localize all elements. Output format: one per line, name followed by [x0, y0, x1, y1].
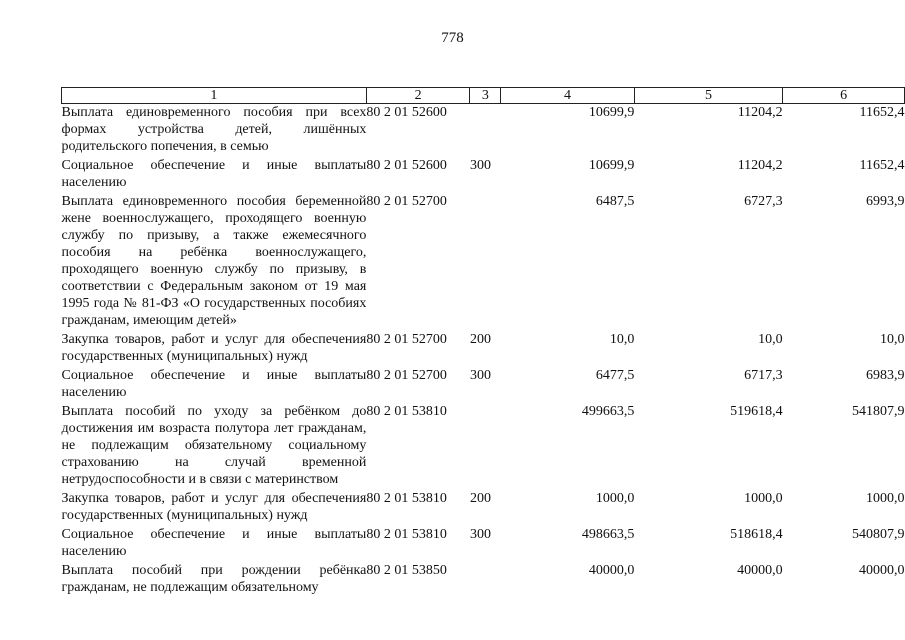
row-value-4: 498663,5: [581, 527, 635, 542]
row-value-4: 499663,5: [581, 404, 635, 419]
row-value-4: 40000,0: [588, 563, 635, 578]
table-body: [62, 104, 905, 599]
row-value-6: 10,0: [880, 332, 905, 347]
row-code: 80 2 01 52700: [366, 332, 447, 347]
row-expense-type: [470, 193, 501, 331]
row-expense-type: 300: [469, 158, 491, 173]
row-expense-type: 200: [469, 491, 491, 506]
row-name: Выплата единовременного пособия при всех формах устройства детей, лишённых родительского попечения, в семью: [61, 105, 367, 154]
table-row: [62, 367, 905, 403]
row-value-5: 11204,2: [737, 158, 783, 173]
column-header-1: 1: [62, 88, 367, 104]
row-value-5: 40000,0: [737, 563, 783, 578]
row-value-4: 10699,9: [588, 105, 635, 120]
table-row: [62, 157, 905, 193]
table-header: [62, 88, 905, 104]
table-row: [62, 526, 905, 562]
row-expense-type: [470, 403, 501, 490]
row-value-6: 40000,0: [859, 563, 905, 578]
row-value-5: 519618,4: [730, 404, 783, 419]
row-value-4: 6487,5: [595, 194, 635, 209]
row-code: 80 2 01 53850: [366, 563, 447, 578]
row-code: 80 2 01 52600: [366, 158, 447, 173]
row-value-6: 6983,9: [866, 368, 905, 383]
table-row: [62, 193, 905, 331]
row-value-5: 1000,0: [744, 491, 783, 506]
row-code: 80 2 01 52600: [366, 105, 447, 120]
row-name: Выплата пособий по уходу за ребёнком до достижения им возраста полутора лет гражданам, не подлежащим обязательному социальному страхованию на случай временной нетрудоспособности и в связи с материнством: [61, 404, 367, 487]
row-value-6: 11652,4: [859, 105, 905, 120]
row-value-6: 540807,9: [852, 527, 905, 542]
row-name: Закупка товаров, работ и услуг для обеспечения государственных (муниципальных) нужд: [61, 491, 367, 523]
row-code: 80 2 01 53810: [366, 527, 447, 542]
row-value-4: 10699,9: [588, 158, 635, 173]
row-value-6: 541807,9: [852, 404, 905, 419]
table-row: [62, 490, 905, 526]
row-expense-type: [470, 104, 501, 158]
row-value-6: 1000,0: [866, 491, 905, 506]
row-expense-type: [470, 562, 501, 598]
row-code: 80 2 01 53810: [366, 404, 447, 419]
row-code: 80 2 01 53810: [366, 491, 447, 506]
row-value-5: 10,0: [758, 332, 783, 347]
column-header-6: 6: [783, 88, 905, 104]
row-expense-type: 300: [469, 368, 491, 383]
budget-table: [61, 87, 905, 598]
table-row: [62, 331, 905, 367]
row-name: Выплата единовременного пособия беременной жене военнослужащего, проходящего военную службу по призыву, а также ежемесячного пособия на ребёнка военнослужащего, проходящего военную службу по призыву, в соответствии с Федеральным законом от 19 мая 1995 года № 81-ФЗ «О государственных пособиях гражданам, имеющим детей»: [61, 194, 367, 328]
row-name: Выплата пособий при рождении ребёнка гражданам, не подлежащим обязательному: [61, 563, 367, 595]
row-value-6: 11652,4: [859, 158, 905, 173]
row-value-5: 6727,3: [744, 194, 783, 209]
page-number: 778: [441, 30, 464, 46]
column-header-2: 2: [366, 88, 470, 104]
table-row: [62, 562, 905, 598]
row-name: Социальное обеспечение и иные выплаты населению: [61, 527, 367, 559]
row-code: 80 2 01 52700: [366, 368, 447, 383]
row-value-5: 518618,4: [730, 527, 783, 542]
row-value-4: 6477,5: [595, 368, 635, 383]
row-name: Закупка товаров, работ и услуг для обеспечения государственных (муниципальных) нужд: [61, 332, 367, 364]
row-value-6: 6993,9: [866, 194, 905, 209]
row-expense-type: 300: [469, 527, 491, 542]
row-value-5: 6717,3: [744, 368, 783, 383]
row-name: Социальное обеспечение и иные выплаты населению: [61, 368, 367, 400]
row-expense-type: 200: [469, 332, 491, 347]
header-row: [62, 88, 905, 104]
column-header-3: 3: [470, 88, 501, 104]
row-code: 80 2 01 52700: [366, 194, 447, 209]
row-value-5: 11204,2: [737, 105, 783, 120]
row-value-4: 10,0: [609, 332, 635, 347]
row-name: Социальное обеспечение и иные выплаты населению: [61, 158, 367, 190]
column-header-5: 5: [634, 88, 782, 104]
column-header-4: 4: [501, 88, 635, 104]
table-row: [62, 104, 905, 158]
row-value-4: 1000,0: [595, 491, 635, 506]
table-row: [62, 403, 905, 490]
